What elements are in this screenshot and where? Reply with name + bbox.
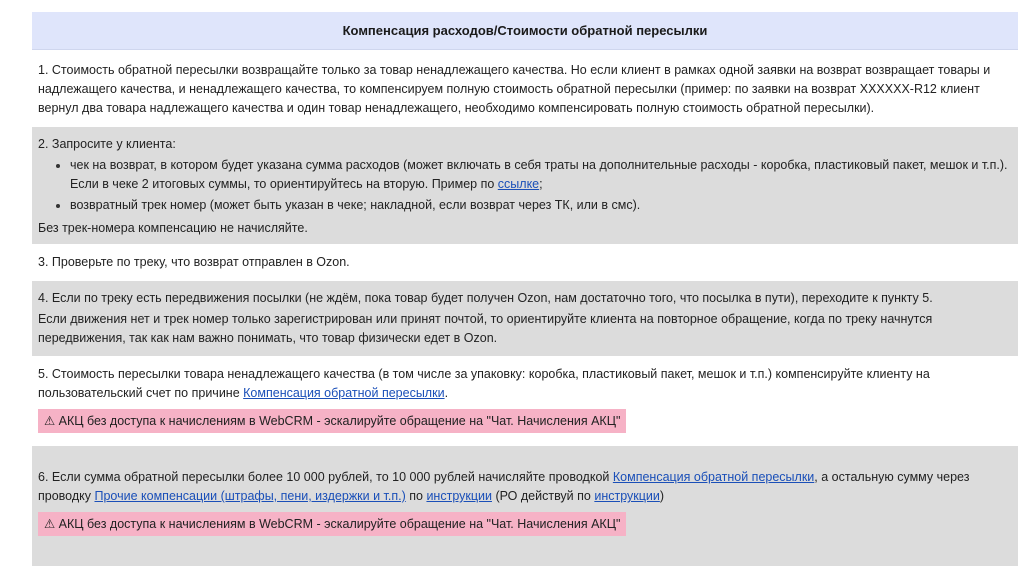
section-4-line2: Если движения нет и трек номер только зарегистрирован или принят почтой, то ориентируйте клиента на повторное обращение, когда по треку начнутся передвижения, так как нам важно понимать, что товар физически едет в Ozon. — [38, 312, 933, 345]
section-5 — [32, 356, 1018, 445]
alert-text-2: ⚠ АКЦ без доступа к начислениям в WebCRM - эскалируйте обращение на "Чат. Начисления АКЦ" — [44, 517, 621, 531]
return-compensation-link[interactable]: Компенсация обратной пересылки — [243, 386, 445, 400]
section-5-end: . — [444, 386, 449, 400]
receipt-end: ; — [539, 177, 543, 191]
request-list — [38, 156, 1012, 215]
section-6-t4: (РО действуй по — [491, 489, 595, 503]
escalation-alert-2 — [38, 512, 626, 536]
return-compensation-link-2[interactable]: Компенсация обратной пересылки — [612, 470, 815, 484]
section-2 — [32, 126, 1018, 244]
compensation-article — [32, 12, 1018, 566]
example-link[interactable]: ссылке — [497, 177, 540, 191]
track-text: возвратный трек номер (может быть указан в чеке; накладной, если возврат через ТК, или в смс). — [70, 198, 641, 212]
section-4-line1: 4. Если по треку есть передвижения посылки (не ждём, пока товар будет получен Ozon, нам достаточно того, что посылка в пути), переходите к пункту 5. — [38, 291, 933, 305]
escalation-alert — [38, 409, 626, 433]
section-1 — [32, 50, 1018, 126]
list-item-track — [70, 196, 1012, 215]
section-1-text: 1. Стоимость обратной пересылки возвращайте только за товар ненадлежащего качества. Но если клиент в рамках одной заявки на возврат возвращает товары и надлежащего качества, и ненадлежащего качества, то компенсируем полную стоимость обратной пересылки (пример: по заявки на возврат XXXXXX-R12 клиент вернул два товара надлежащего качества и один товар ненадлежащего, необходимо компенсировать полную стоимость обратной пересылки). — [38, 63, 991, 115]
section-6-t2: , а остальную сумму через проводку — [38, 470, 970, 503]
section-6 — [32, 445, 1018, 566]
article-header — [32, 12, 1018, 50]
instruction-link[interactable]: инструкции — [426, 489, 492, 503]
ro-instruction-link[interactable]: инструкции — [594, 489, 660, 503]
section-2-note: Без трек-номера компенсацию не начисляйте. — [38, 221, 308, 235]
alert-text: ⚠ АКЦ без доступа к начислениям в WebCRM - эскалируйте обращение на "Чат. Начисления АКЦ" — [44, 414, 621, 428]
other-compensations-link[interactable]: Прочие компенсации (штрафы, пени, издержки и т.п.) — [94, 489, 406, 503]
section-5-text — [38, 365, 1012, 403]
article-title: Компенсация расходов/Стоимости обратной пересылки — [342, 23, 708, 38]
section-2-title: 2. Запросите у клиента: — [38, 137, 176, 151]
list-item-receipt — [70, 156, 1012, 194]
section-3-text: 3. Проверьте по треку, что возврат отправлен в Ozon. — [38, 255, 350, 269]
section-4 — [32, 280, 1018, 356]
section-3 — [32, 244, 1018, 280]
section-6-t5: ) — [659, 489, 665, 503]
section-6-t3: по — [405, 489, 427, 503]
receipt-text: чек на возврат, в котором будет указана сумма расходов (может включать в себя траты на дополнительные расходы - коробка, пластиковый пакет, мешок и т.п.). Если в чеке 2 итоговых суммы, то ориентируйтесь на вторую. Пример по — [70, 158, 1008, 191]
section-6-t1: 6. Если сумма обратной пересылки более 10 000 рублей, то 10 000 рублей начисляйте проводкой — [38, 470, 613, 484]
section-5-body: 5. Стоимость пересылки товара ненадлежащего качества (в том числе за упаковку: коробка, пластиковый пакет, мешок и т.п.) компенсируйте клиенту на пользовательский счет по причине — [38, 367, 930, 400]
section-6-text — [38, 468, 1012, 506]
